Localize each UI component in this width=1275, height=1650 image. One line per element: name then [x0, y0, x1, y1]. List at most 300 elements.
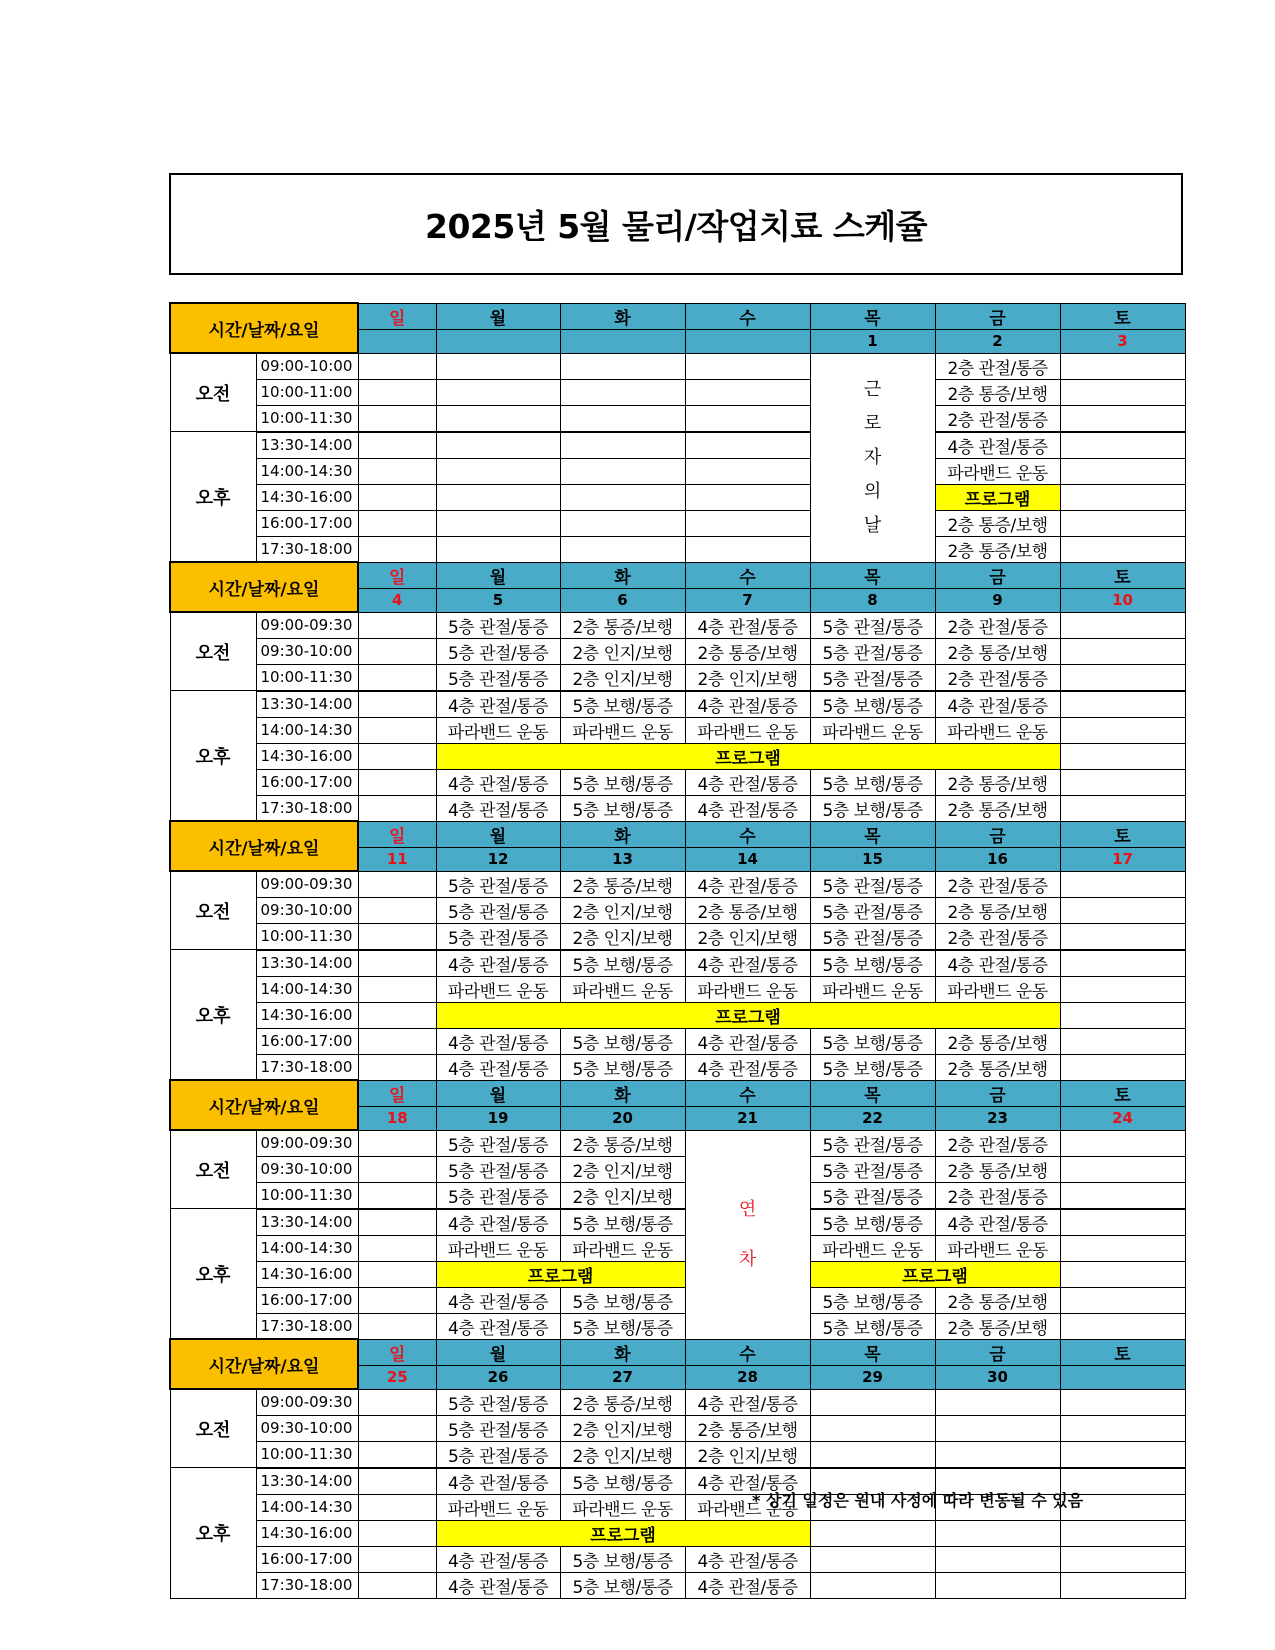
schedule-slot: 2층 통증/보행: [935, 769, 1060, 795]
schedule-slot: 4층 관절/통증: [935, 691, 1060, 718]
schedule-slot: 파라밴드 운동: [560, 1494, 685, 1520]
schedule-slot: 5층 보행/통증: [560, 1028, 685, 1054]
schedule-slot: 5층 보행/통증: [810, 769, 935, 795]
schedule-slot: 4층 관절/통증: [685, 1028, 810, 1054]
day-header: 목: [810, 562, 935, 588]
schedule-slot: 파라밴드 운동: [935, 717, 1060, 743]
time-slot: 09:00-09:30: [256, 871, 358, 897]
day-header: 일: [358, 303, 436, 329]
time-slot: 17:30-18:00: [256, 1572, 358, 1598]
time-slot: 14:00-14:30: [256, 717, 358, 743]
title-box: [169, 173, 1183, 275]
empty-cell: [935, 1546, 1060, 1572]
schedule-slot: 2층 통증/보행: [935, 379, 1060, 405]
time-slot: 09:00-10:00: [256, 353, 358, 379]
schedule-slot: 5층 보행/통증: [560, 795, 685, 821]
time-slot: 09:30-10:00: [256, 1415, 358, 1441]
time-slot: 10:00-11:30: [256, 1182, 358, 1209]
time-slot: 17:30-18:00: [256, 795, 358, 821]
sunday-cell: [358, 1468, 436, 1495]
empty-cell: [560, 353, 685, 379]
empty-cell: [436, 405, 560, 432]
schedule-slot: 5층 보행/통증: [810, 1028, 935, 1054]
day-header: 월: [436, 303, 560, 329]
time-slot: 14:00-14:30: [256, 1494, 358, 1520]
empty-cell: [1060, 1546, 1185, 1572]
empty-cell: [1060, 664, 1185, 691]
schedule-slot: 2층 통증/보행: [560, 1389, 685, 1415]
empty-cell: [685, 510, 810, 536]
schedule-slot: 2층 통증/보행: [935, 1028, 1060, 1054]
schedule-slot: 5층 관절/통증: [436, 1130, 560, 1156]
day-header: 토: [1060, 303, 1185, 329]
schedule-slot: 파라밴드 운동: [685, 976, 810, 1002]
day-header: 일: [358, 1080, 436, 1106]
empty-cell: [1060, 1209, 1185, 1236]
schedule-slot: 파라밴드 운동: [560, 976, 685, 1002]
date-cell: 13: [560, 847, 685, 871]
schedule-slot: 5층 관절/통증: [436, 1415, 560, 1441]
time-slot: 14:00-14:30: [256, 1235, 358, 1261]
empty-cell: [1060, 769, 1185, 795]
schedule-slot: 5층 보행/통증: [560, 1313, 685, 1339]
time-slot: 14:00-14:30: [256, 458, 358, 484]
schedule-slot: 4층 관절/통증: [685, 871, 810, 897]
date-cell: 26: [436, 1365, 560, 1389]
sunday-cell: [358, 897, 436, 923]
schedule-slot: 5층 보행/통증: [810, 691, 935, 718]
empty-cell: [436, 484, 560, 510]
sunday-cell: [358, 1389, 436, 1415]
sunday-cell: [358, 1209, 436, 1236]
time-slot: 10:00-11:30: [256, 405, 358, 432]
schedule-slot: 2층 관절/통증: [935, 1182, 1060, 1209]
schedule-slot: 5층 관절/통증: [810, 612, 935, 638]
sunday-cell: [358, 923, 436, 950]
page-title: 2025년 5월 물리/작업치료 스케쥴: [425, 206, 927, 246]
sunday-cell: [358, 484, 436, 510]
empty-cell: [1060, 871, 1185, 897]
schedule-slot: 파라밴드 운동: [810, 976, 935, 1002]
schedule-slot: 5층 관절/통증: [436, 1441, 560, 1468]
schedule-slot: 5층 보행/통증: [560, 1287, 685, 1313]
date-cell: 11: [358, 847, 436, 871]
empty-cell: [436, 353, 560, 379]
empty-cell: [1060, 1054, 1185, 1080]
empty-cell: [810, 1546, 935, 1572]
day-header: 화: [560, 1080, 685, 1106]
day-header: 토: [1060, 1339, 1185, 1365]
empty-cell: [1060, 1313, 1185, 1339]
date-cell: 25: [358, 1365, 436, 1389]
schedule-slot: 2층 통증/보행: [685, 897, 810, 923]
schedule-slot: 4층 관절/통증: [685, 1572, 810, 1598]
empty-cell: [685, 458, 810, 484]
schedule-slot: 5층 관절/통증: [810, 638, 935, 664]
schedule-slot: 4층 관절/통증: [685, 1054, 810, 1080]
schedule-slot: 4층 관절/통증: [436, 1572, 560, 1598]
time-slot: 10:00-11:00: [256, 379, 358, 405]
schedule-slot: 2층 통증/보행: [935, 1313, 1060, 1339]
day-header: 토: [1060, 1080, 1185, 1106]
empty-cell: [810, 1572, 935, 1598]
schedule-slot: 4층 관절/통증: [935, 1209, 1060, 1236]
empty-cell: [810, 1520, 935, 1546]
empty-cell: [1060, 1182, 1185, 1209]
sunday-cell: [358, 353, 436, 379]
time-slot: 09:30-10:00: [256, 897, 358, 923]
schedule-slot: 5층 관절/통증: [436, 923, 560, 950]
schedule-slot: 4층 관절/통증: [685, 612, 810, 638]
date-cell: 2: [935, 329, 1060, 353]
schedule-slot: 파라밴드 운동: [935, 976, 1060, 1002]
schedule-slot: 4층 관절/통증: [685, 950, 810, 977]
schedule-slot: 4층 관절/통증: [436, 1209, 560, 1236]
schedule-slot: 5층 관절/통증: [436, 612, 560, 638]
empty-cell: [436, 432, 560, 459]
date-cell: 20: [560, 1106, 685, 1130]
sunday-cell: [358, 1130, 436, 1156]
sunday-cell: [358, 405, 436, 432]
schedule-slot: 파라밴드 운동: [436, 1494, 560, 1520]
empty-cell: [1060, 923, 1185, 950]
schedule-slot: 2층 관절/통증: [935, 353, 1060, 379]
schedule-slot: 5층 관절/통증: [810, 664, 935, 691]
time-slot: 10:00-11:30: [256, 1441, 358, 1468]
empty-cell: [1060, 1287, 1185, 1313]
date-cell: 12: [436, 847, 560, 871]
header-label: 시간/날짜/요일: [170, 562, 358, 612]
date-cell: 9: [935, 588, 1060, 612]
program-cell: 프로그램: [436, 743, 1060, 769]
date-cell: [436, 329, 560, 353]
period-pm: 오후: [170, 1468, 256, 1599]
schedule-slot: 5층 관절/통증: [810, 1130, 935, 1156]
period-pm: 오후: [170, 950, 256, 1081]
empty-cell: [685, 484, 810, 510]
schedule-slot: 2층 통증/보행: [935, 1054, 1060, 1080]
date-cell: 21: [685, 1106, 810, 1130]
day-header: 금: [935, 821, 1060, 847]
date-cell: 27: [560, 1365, 685, 1389]
program-cell: 프로그램: [436, 1002, 1060, 1028]
schedule-slot: 5층 관절/통증: [436, 871, 560, 897]
date-cell: 5: [436, 588, 560, 612]
schedule-slot: 2층 인지/보행: [685, 1441, 810, 1468]
empty-cell: [560, 432, 685, 459]
schedule-slot: 5층 보행/통증: [810, 795, 935, 821]
schedule-slot: 파라밴드 운동: [810, 717, 935, 743]
header-label: 시간/날짜/요일: [170, 821, 358, 871]
sunday-cell: [358, 871, 436, 897]
empty-cell: [1060, 1572, 1185, 1598]
schedule-slot: 4층 관절/통증: [436, 795, 560, 821]
schedule-slot: 5층 관절/통증: [436, 1389, 560, 1415]
empty-cell: [1060, 638, 1185, 664]
empty-cell: [1060, 743, 1185, 769]
empty-cell: [1060, 353, 1185, 379]
period-pm: 오후: [170, 1209, 256, 1340]
time-slot: 16:00-17:00: [256, 510, 358, 536]
date-cell: 6: [560, 588, 685, 612]
schedule-slot: 4층 관절/통증: [436, 1546, 560, 1572]
empty-cell: [810, 1441, 935, 1468]
sunday-cell: [358, 1002, 436, 1028]
date-cell: 1: [810, 329, 935, 353]
period-am: 오전: [170, 1389, 256, 1468]
day-header: 화: [560, 821, 685, 847]
empty-cell: [810, 1415, 935, 1441]
schedule-slot: 2층 관절/통증: [935, 612, 1060, 638]
empty-cell: [1060, 432, 1185, 459]
labor-day-cell: 근 로 자 의 날: [810, 353, 935, 562]
time-slot: 09:30-10:00: [256, 1156, 358, 1182]
program-cell: 프로그램: [935, 484, 1060, 510]
schedule-slot: 2층 인지/보행: [560, 638, 685, 664]
empty-cell: [1060, 405, 1185, 432]
sunday-cell: [358, 1028, 436, 1054]
empty-cell: [1060, 379, 1185, 405]
schedule-slot: 4층 관절/통증: [935, 432, 1060, 459]
header-label: 시간/날짜/요일: [170, 303, 358, 353]
schedule-slot: 5층 보행/통증: [810, 1054, 935, 1080]
empty-cell: [560, 405, 685, 432]
footnote: * 상기 일정은 원내 사정에 따라 변동될 수 있음: [752, 1491, 1084, 1510]
schedule-slot: 5층 보행/통증: [560, 1054, 685, 1080]
schedule-slot: 4층 관절/통증: [685, 769, 810, 795]
date-cell: [685, 329, 810, 353]
time-slot: 09:30-10:00: [256, 638, 358, 664]
schedule-slot: 2층 통증/보행: [935, 510, 1060, 536]
schedule-slot: 4층 관절/통증: [685, 1546, 810, 1572]
schedule-slot: 2층 통증/보행: [935, 1156, 1060, 1182]
schedule-slot: 5층 관절/통증: [436, 664, 560, 691]
day-header: 토: [1060, 562, 1185, 588]
empty-cell: [935, 1441, 1060, 1468]
sunday-cell: [358, 1156, 436, 1182]
empty-cell: [1060, 1389, 1185, 1415]
date-cell: 19: [436, 1106, 560, 1130]
schedule-slot: 2층 통증/보행: [685, 1415, 810, 1441]
empty-cell: [810, 1389, 935, 1415]
empty-cell: [1060, 612, 1185, 638]
time-slot: 13:30-14:00: [256, 1209, 358, 1236]
schedule-slot: 5층 보행/통증: [560, 950, 685, 977]
schedule-slot: 파라밴드 운동: [560, 1235, 685, 1261]
date-cell: [1060, 1365, 1185, 1389]
sunday-cell: [358, 1572, 436, 1598]
time-slot: 14:30-16:00: [256, 1002, 358, 1028]
day-header: 수: [685, 821, 810, 847]
schedule-slot: 2층 인지/보행: [560, 897, 685, 923]
day-header: 목: [810, 1339, 935, 1365]
schedule-table: [169, 302, 1186, 1599]
day-header: 수: [685, 1339, 810, 1365]
schedule-slot: 2층 인지/보행: [560, 1441, 685, 1468]
period-pm: 오후: [170, 691, 256, 822]
day-header: 수: [685, 303, 810, 329]
period-am: 오전: [170, 871, 256, 950]
schedule-slot: 파라밴드 운동: [810, 1235, 935, 1261]
date-cell: 10: [1060, 588, 1185, 612]
sunday-cell: [358, 1313, 436, 1339]
date-cell: 8: [810, 588, 935, 612]
empty-cell: [1060, 897, 1185, 923]
header-label: 시간/날짜/요일: [170, 1339, 358, 1389]
date-cell: 23: [935, 1106, 1060, 1130]
date-cell: 15: [810, 847, 935, 871]
schedule-slot: 4층 관절/통증: [685, 1468, 810, 1495]
date-cell: [358, 329, 436, 353]
time-slot: 17:30-18:00: [256, 1054, 358, 1080]
period-am: 오전: [170, 353, 256, 432]
schedule-slot: 4층 관절/통증: [436, 769, 560, 795]
time-slot: 10:00-11:30: [256, 923, 358, 950]
schedule-slot: 5층 관절/통증: [436, 638, 560, 664]
time-slot: 09:00-09:30: [256, 1389, 358, 1415]
empty-cell: [1060, 795, 1185, 821]
schedule-slot: 파라밴드 운동: [935, 458, 1060, 484]
sunday-cell: [358, 1441, 436, 1468]
date-cell: 18: [358, 1106, 436, 1130]
time-slot: 14:00-14:30: [256, 976, 358, 1002]
time-slot: 14:30-16:00: [256, 743, 358, 769]
empty-cell: [436, 379, 560, 405]
schedule-slot: 2층 통증/보행: [935, 536, 1060, 562]
time-slot: 16:00-17:00: [256, 769, 358, 795]
schedule-slot: 4층 관절/통증: [685, 795, 810, 821]
schedule-slot: 파라밴드 운동: [685, 717, 810, 743]
time-slot: 13:30-14:00: [256, 1468, 358, 1495]
date-cell: 3: [1060, 329, 1185, 353]
empty-cell: [436, 458, 560, 484]
schedule-slot: 5층 관절/통증: [810, 923, 935, 950]
sunday-cell: [358, 458, 436, 484]
date-cell: 28: [685, 1365, 810, 1389]
schedule-slot: 파라밴드 운동: [935, 1235, 1060, 1261]
empty-cell: [560, 458, 685, 484]
schedule-slot: 2층 인지/보행: [685, 664, 810, 691]
empty-cell: [1060, 458, 1185, 484]
schedule-slot: 2층 인지/보행: [560, 1182, 685, 1209]
empty-cell: [560, 484, 685, 510]
sunday-cell: [358, 1235, 436, 1261]
day-header: 일: [358, 1339, 436, 1365]
schedule-slot: 2층 통증/보행: [560, 871, 685, 897]
schedule-slot: 2층 관절/통증: [935, 871, 1060, 897]
sunday-cell: [358, 510, 436, 536]
date-cell: [560, 329, 685, 353]
schedule-slot: 파라밴드 운동: [436, 717, 560, 743]
sunday-cell: [358, 1261, 436, 1287]
schedule-slot: 4층 관절/통증: [436, 950, 560, 977]
schedule-slot: 2층 통증/보행: [560, 612, 685, 638]
date-cell: 16: [935, 847, 1060, 871]
empty-cell: [685, 432, 810, 459]
schedule-slot: 5층 관절/통증: [436, 897, 560, 923]
empty-cell: [1060, 1156, 1185, 1182]
day-header: 일: [358, 821, 436, 847]
time-slot: 16:00-17:00: [256, 1287, 358, 1313]
empty-cell: [1060, 1441, 1185, 1468]
empty-cell: [1060, 1415, 1185, 1441]
day-header: 월: [436, 562, 560, 588]
time-slot: 14:30-16:00: [256, 484, 358, 510]
sunday-cell: [358, 432, 436, 459]
sunday-cell: [358, 1415, 436, 1441]
schedule-slot: 4층 관절/통증: [436, 1468, 560, 1495]
sunday-cell: [358, 976, 436, 1002]
time-slot: 13:30-14:00: [256, 691, 358, 718]
day-header: 목: [810, 1080, 935, 1106]
empty-cell: [1060, 1520, 1185, 1546]
sunday-cell: [358, 1494, 436, 1520]
schedule-slot: 2층 통증/보행: [935, 638, 1060, 664]
sunday-cell: [358, 1520, 436, 1546]
schedule-slot: 2층 통증/보행: [935, 897, 1060, 923]
schedule-slot: 2층 통증/보행: [935, 1287, 1060, 1313]
sunday-cell: [358, 664, 436, 691]
schedule-slot: 4층 관절/통증: [685, 691, 810, 718]
time-slot: 17:30-18:00: [256, 1313, 358, 1339]
empty-cell: [935, 1520, 1060, 1546]
schedule-slot: 5층 관절/통증: [436, 1182, 560, 1209]
day-header: 화: [560, 562, 685, 588]
empty-cell: [935, 1572, 1060, 1598]
sunday-cell: [358, 1182, 436, 1209]
empty-cell: [1060, 691, 1185, 718]
schedule-slot: 5층 관절/통증: [810, 871, 935, 897]
empty-cell: [1060, 484, 1185, 510]
day-header: 금: [935, 303, 1060, 329]
day-header: 수: [685, 1080, 810, 1106]
period-pm: 오후: [170, 432, 256, 563]
empty-cell: [1060, 717, 1185, 743]
schedule-slot: 4층 관절/통증: [436, 1313, 560, 1339]
empty-cell: [1060, 1130, 1185, 1156]
empty-cell: [1060, 510, 1185, 536]
sunday-cell: [358, 717, 436, 743]
date-cell: 17: [1060, 847, 1185, 871]
schedule-slot: 파라밴드 운동: [685, 1494, 810, 1520]
schedule-slot: 파라밴드 운동: [436, 1235, 560, 1261]
day-header: 금: [935, 562, 1060, 588]
time-slot: 09:00-09:30: [256, 612, 358, 638]
schedule-slot: 2층 인지/보행: [685, 923, 810, 950]
day-header: 목: [810, 821, 935, 847]
date-cell: 14: [685, 847, 810, 871]
day-header: 일: [358, 562, 436, 588]
schedule-slot: 5층 관절/통증: [810, 897, 935, 923]
time-slot: 13:30-14:00: [256, 950, 358, 977]
schedule-slot: 4층 관절/통증: [436, 1028, 560, 1054]
schedule-slot: 4층 관절/통증: [685, 1389, 810, 1415]
schedule-slot: 2층 인지/보행: [560, 1415, 685, 1441]
schedule-slot: 2층 관절/통증: [935, 1130, 1060, 1156]
date-cell: 4: [358, 588, 436, 612]
program-cell: 프로그램: [436, 1520, 810, 1546]
schedule-slot: 2층 관절/통증: [935, 405, 1060, 432]
empty-cell: [685, 405, 810, 432]
sunday-cell: [358, 1287, 436, 1313]
schedule-slot: 4층 관절/통증: [436, 1287, 560, 1313]
schedule-slot: 5층 보행/통증: [560, 1468, 685, 1495]
header-label: 시간/날짜/요일: [170, 1080, 358, 1130]
time-slot: 09:00-09:30: [256, 1130, 358, 1156]
schedule-slot: 2층 인지/보행: [560, 1156, 685, 1182]
sunday-cell: [358, 1546, 436, 1572]
empty-cell: [560, 510, 685, 536]
